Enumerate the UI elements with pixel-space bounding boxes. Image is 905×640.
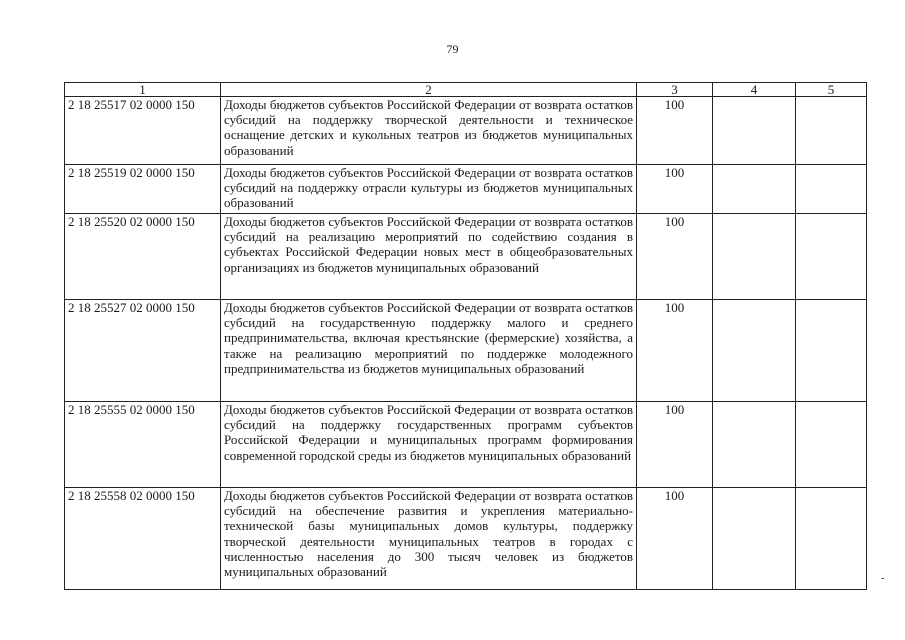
revenue-description: Доходы бюджетов субъектов Российской Федерации от возврата остатков субсидий на поддержку отрасли культуры из бюджетов муниципальных образований [221,165,637,214]
budget-code: 2 18 25519 02 0000 150 [65,165,221,214]
table-row [65,165,867,214]
value-col3: 100 [637,97,713,165]
table-row [65,214,867,300]
value-col5 [796,165,867,214]
budget-code: 2 18 25555 02 0000 150 [65,402,221,488]
header-cell-3: 3 [637,83,713,97]
value-col5 [796,300,867,402]
header-cell-5: 5 [796,83,867,97]
value-col3: 100 [637,165,713,214]
value-col4 [713,165,796,214]
value-col4 [713,488,796,590]
revenue-description: Доходы бюджетов субъектов Российской Федерации от возврата остатков субсидий на обеспечение развития и укрепления материально-технической базы муниципальных домов культуры, поддержку творческой деятельности муниципальных театров в городах с численностью населения до 300 тысяч человек из бюджетов муниципальных образований [221,488,637,590]
value-col3: 100 [637,214,713,300]
value-col3: 100 [637,488,713,590]
value-col3: 100 [637,300,713,402]
margin-mark: - [881,573,885,584]
budget-revenue-table [64,82,867,590]
header-cell-1: 1 [65,83,221,97]
budget-code: 2 18 25517 02 0000 150 [65,97,221,165]
header-row [65,83,867,97]
value-col4 [713,300,796,402]
value-col5 [796,214,867,300]
table-row [65,300,867,402]
value-col4 [713,97,796,165]
revenue-description: Доходы бюджетов субъектов Российской Федерации от возврата остатков субсидий на государственную поддержку малого и среднего предпринимательства, включая крестьянские (фермерские) хозяйства, а также на реализацию мероприятий по поддержке молодежного предпринимательства из бюджетов муниципальных образований [221,300,637,402]
table-row [65,97,867,165]
page-number: 79 [446,42,459,56]
revenue-description: Доходы бюджетов субъектов Российской Федерации от возврата остатков субсидий на поддержку государственных программ субъектов Российской Федерации и муниципальных программ формирования современной городской среды из бюджетов муниципальных образований [221,402,637,488]
value-col5 [796,488,867,590]
header-cell-2: 2 [221,83,637,97]
budget-code: 2 18 25527 02 0000 150 [65,300,221,402]
revenue-description: Доходы бюджетов субъектов Российской Федерации от возврата остатков субсидий на поддержку творческой деятельности и техническое оснащение детских и кукольных театров из бюджетов муниципальных образований [221,97,637,165]
table-row [65,402,867,488]
budget-code: 2 18 25520 02 0000 150 [65,214,221,300]
table-row [65,488,867,590]
value-col3: 100 [637,402,713,488]
value-col5 [796,402,867,488]
value-col4 [713,214,796,300]
revenue-description: Доходы бюджетов субъектов Российской Федерации от возврата остатков субсидий на реализацию мероприятий по содействию создания в субъектах Российской Федерации новых мест в общеобразовательных организациях из бюджетов муниципальных образований [221,214,637,300]
header-cell-4: 4 [713,83,796,97]
value-col5 [796,97,867,165]
budget-code: 2 18 25558 02 0000 150 [65,488,221,590]
value-col4 [713,402,796,488]
